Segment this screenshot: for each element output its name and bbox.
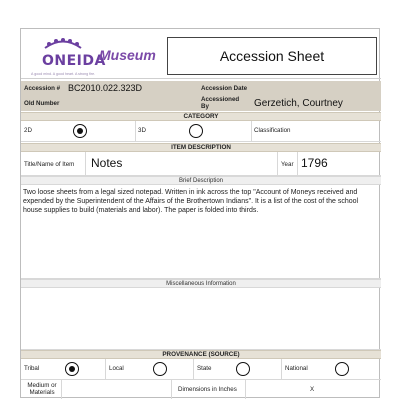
option-3d-label: 3D bbox=[138, 127, 146, 134]
divider bbox=[281, 359, 282, 380]
title-label: Title/Name of Item bbox=[24, 161, 75, 168]
misc-info-area[interactable] bbox=[21, 288, 381, 350]
accessioned-by-label: Accessioned By bbox=[201, 96, 240, 110]
logo-tagline: A good mind. A good heart. A strong fire. bbox=[31, 72, 96, 76]
radio-state[interactable] bbox=[236, 362, 250, 376]
sheet-header bbox=[21, 29, 381, 79]
divider bbox=[277, 152, 278, 176]
museum-label: Museum bbox=[99, 47, 156, 63]
accession-sheet bbox=[20, 28, 380, 398]
medium-row bbox=[21, 380, 381, 399]
divider bbox=[193, 359, 194, 380]
national-label: National bbox=[285, 365, 308, 372]
accession-date-label: Accession Date bbox=[201, 85, 248, 92]
divider bbox=[85, 152, 86, 176]
radio-3d[interactable] bbox=[189, 124, 203, 138]
category-row bbox=[21, 121, 381, 142]
brief-description-area bbox=[21, 185, 381, 279]
old-number-label: Old Number bbox=[24, 100, 60, 107]
divider bbox=[297, 152, 298, 176]
radio-tribal[interactable] bbox=[65, 362, 79, 376]
accession-number-value[interactable]: BC2010.022.323D bbox=[68, 83, 143, 93]
medium-label: Medium or Materials bbox=[27, 382, 57, 396]
brief-description-header: Brief Description bbox=[21, 176, 381, 185]
radio-2d[interactable] bbox=[73, 124, 87, 138]
brief-description-text[interactable]: Two loose sheets from a legal sized notepad. Written in ink across the top "Account of Moneys received and expended by the Superintendent of the Affairs of the Brothertown Indians". It is a list of the cost of the school house supplies to build (materials and labor). The paper is folded into thirds. bbox=[23, 189, 359, 214]
state-label: State bbox=[197, 365, 212, 372]
local-label: Local bbox=[109, 365, 124, 372]
option-2d-label: 2D bbox=[24, 127, 32, 134]
radio-local[interactable] bbox=[153, 362, 167, 376]
category-header: CATEGORY bbox=[21, 112, 381, 121]
accessioned-by-value[interactable]: Gerzetich, Courtney bbox=[254, 98, 343, 109]
year-value[interactable]: 1796 bbox=[301, 156, 328, 170]
divider bbox=[245, 380, 246, 399]
divider bbox=[135, 121, 136, 142]
oneida-logo bbox=[27, 35, 107, 79]
logo-arc-icon bbox=[41, 37, 85, 49]
provenance-row bbox=[21, 359, 381, 380]
misc-info-header: Miscellaneous Information bbox=[21, 279, 381, 288]
radio-national[interactable] bbox=[335, 362, 349, 376]
dimensions-separator: X bbox=[310, 386, 315, 393]
item-description-header: ITEM DESCRIPTION bbox=[21, 143, 381, 152]
title-value[interactable]: Notes bbox=[91, 156, 123, 170]
accession-number-label: Accession # bbox=[24, 85, 61, 92]
provenance-header: PROVENANCE (SOURCE) bbox=[21, 350, 381, 359]
divider bbox=[171, 380, 172, 399]
accession-band bbox=[21, 81, 381, 111]
logo-text: ONEIDA bbox=[42, 53, 106, 69]
divider bbox=[61, 380, 62, 399]
title-row bbox=[21, 152, 381, 176]
page-title: Accession Sheet bbox=[167, 37, 377, 75]
dimensions-label: Dimensions in Inches bbox=[178, 386, 237, 393]
tribal-label: Tribal bbox=[24, 365, 40, 372]
divider bbox=[105, 359, 106, 380]
classification-label: Classification bbox=[254, 127, 291, 134]
year-label: Year bbox=[281, 161, 294, 168]
divider bbox=[251, 121, 252, 142]
